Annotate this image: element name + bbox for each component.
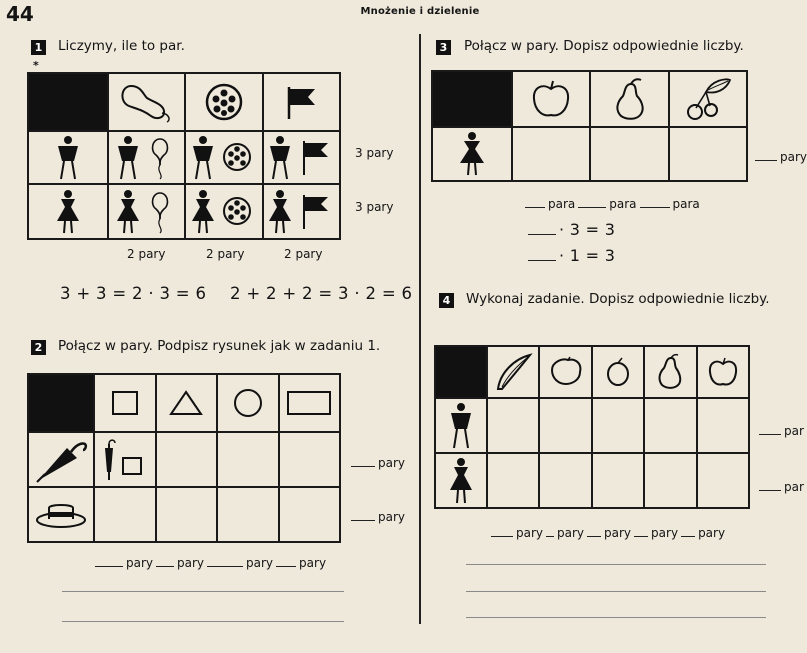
corner-cell xyxy=(432,71,512,127)
girl-with-ball-icon xyxy=(191,189,257,235)
girl-cell xyxy=(435,453,487,508)
task1-grid xyxy=(27,72,341,240)
banana-icon xyxy=(492,351,534,393)
pary-label: pary xyxy=(698,526,726,540)
para-label: para xyxy=(672,197,700,211)
pary-label: pary xyxy=(651,526,679,540)
ball-cell xyxy=(185,73,262,131)
dotted-ball-icon xyxy=(203,81,245,123)
corner-cell xyxy=(28,374,94,432)
boy-with-balloon-icon xyxy=(116,135,178,181)
task3-equation-2 xyxy=(525,246,615,265)
task4-row2-answer xyxy=(756,480,804,494)
writing-line xyxy=(62,591,344,592)
pary-label: pary xyxy=(177,556,205,570)
task1-col2-label: 2 pary xyxy=(206,247,245,261)
boy-icon xyxy=(447,402,475,450)
rectangle-cell xyxy=(279,374,341,432)
balloon-icon xyxy=(117,80,177,124)
rectangle-icon xyxy=(285,389,333,417)
girl-icon xyxy=(457,131,487,177)
task1-col1-label: 2 pary xyxy=(127,247,166,261)
task1-col3-label: 2 pary xyxy=(284,247,323,261)
girl-with-balloon-icon xyxy=(116,189,178,235)
task3-answers xyxy=(522,197,700,211)
girl-cell xyxy=(28,184,108,239)
para-label: para xyxy=(548,197,576,211)
girl-with-flag-icon xyxy=(268,189,334,235)
corner-cell xyxy=(28,73,108,131)
triangle-icon xyxy=(168,389,204,417)
par-label: par xyxy=(784,480,804,494)
circle-icon xyxy=(232,387,264,419)
task2-row1-answer xyxy=(348,456,405,470)
pary-label: pary xyxy=(299,556,327,570)
running-title: Mnożenie i dzielenie xyxy=(360,6,480,17)
girl-cell xyxy=(432,127,512,181)
boy-cell xyxy=(435,398,487,453)
para-label: para xyxy=(609,197,637,211)
task4-bottom-answers xyxy=(488,526,725,540)
apple-cell xyxy=(512,71,590,127)
apple-cell xyxy=(697,346,749,398)
cherries-cell xyxy=(669,71,747,127)
lemon-cell xyxy=(539,346,591,398)
hat-cell xyxy=(28,487,94,542)
balloon-cell xyxy=(108,73,185,131)
pary-label: pary xyxy=(246,556,274,570)
circle-cell xyxy=(217,374,279,432)
plum-icon xyxy=(603,356,633,388)
pary-label: pary xyxy=(557,526,585,540)
task3-grid xyxy=(431,70,748,182)
task4-title: Wykonaj zadanie. Dopisz odpowiednie liczby. xyxy=(466,291,770,307)
boy-ball-cell xyxy=(185,131,262,185)
par-label: par xyxy=(784,424,804,438)
equation-text: · 1 = 3 xyxy=(559,246,616,265)
umbrella-icon xyxy=(33,436,89,484)
task1-title: Liczymy, ile to par. xyxy=(58,38,185,54)
girl-icon xyxy=(55,189,81,235)
umbrella-with-square-icon xyxy=(97,436,153,484)
pary-label: pary xyxy=(378,510,406,524)
writing-line xyxy=(466,591,766,592)
task1-equation-left: 3 + 3 = 2 · 3 = 6 xyxy=(60,284,207,303)
cherries-leaf-icon xyxy=(682,76,734,122)
triangle-cell xyxy=(156,374,218,432)
task1-star: * xyxy=(33,59,39,72)
girl-ball-cell xyxy=(185,184,262,239)
pary-label: pary xyxy=(780,150,807,164)
boy-icon xyxy=(55,135,81,181)
pary-label: pary xyxy=(378,456,406,470)
writing-line xyxy=(62,621,344,622)
umbrella-square-cell xyxy=(94,432,156,487)
task3-title: Połącz w pary. Dopisz odpowiednie liczby. xyxy=(464,38,744,54)
girl-icon xyxy=(447,457,475,505)
boy-with-ball-icon xyxy=(191,135,257,181)
task4-row1-answer xyxy=(756,424,804,438)
pary-label: pary xyxy=(516,526,544,540)
apple-icon xyxy=(706,355,740,389)
pear-cell xyxy=(590,71,668,127)
task1-row2-label: 3 pary xyxy=(355,200,394,214)
pary-label: pary xyxy=(126,556,154,570)
task4-grid xyxy=(434,345,750,509)
page-number: 44 xyxy=(6,2,34,26)
boy-with-flag-icon xyxy=(268,135,334,181)
writing-line xyxy=(466,564,766,565)
task2-bottom-answers xyxy=(92,556,326,570)
task3-row-answer xyxy=(752,150,807,164)
task2-grid xyxy=(27,373,341,543)
boy-cell xyxy=(28,131,108,185)
pear-icon xyxy=(653,352,687,392)
hat-icon xyxy=(34,500,88,530)
corner-cell xyxy=(435,346,487,398)
pear-icon xyxy=(607,76,651,122)
boy-flag-cell xyxy=(263,131,340,185)
umbrella-cell xyxy=(28,432,94,487)
column-divider xyxy=(419,34,421,624)
writing-line xyxy=(466,617,766,618)
banana-cell xyxy=(487,346,539,398)
task1-equation-right: 2 + 2 + 2 = 3 · 2 = 6 xyxy=(230,284,413,303)
square-cell xyxy=(94,374,156,432)
girl-balloon-cell xyxy=(108,184,185,239)
task2-number-badge: 2 xyxy=(31,340,46,355)
plum-cell xyxy=(592,346,644,398)
task4-number-badge: 4 xyxy=(439,293,454,308)
square-icon xyxy=(110,389,140,417)
task2-row2-answer xyxy=(348,510,405,524)
pary-label: pary xyxy=(604,526,632,540)
task3-number-badge: 3 xyxy=(436,40,451,55)
task1-row1-label: 3 pary xyxy=(355,146,394,160)
flag-icon xyxy=(281,81,321,123)
task3-equation-1 xyxy=(525,220,615,239)
task1-number-badge: 1 xyxy=(31,40,46,55)
apple-icon xyxy=(529,77,573,121)
equation-text: · 3 = 3 xyxy=(559,220,616,239)
task2-title: Połącz w pary. Podpisz rysunek jak w zadaniu 1. xyxy=(58,338,381,354)
boy-balloon-cell xyxy=(108,131,185,185)
flag-cell xyxy=(263,73,340,131)
pear-cell xyxy=(644,346,696,398)
girl-flag-cell xyxy=(263,184,340,239)
lemon-icon xyxy=(548,356,584,388)
